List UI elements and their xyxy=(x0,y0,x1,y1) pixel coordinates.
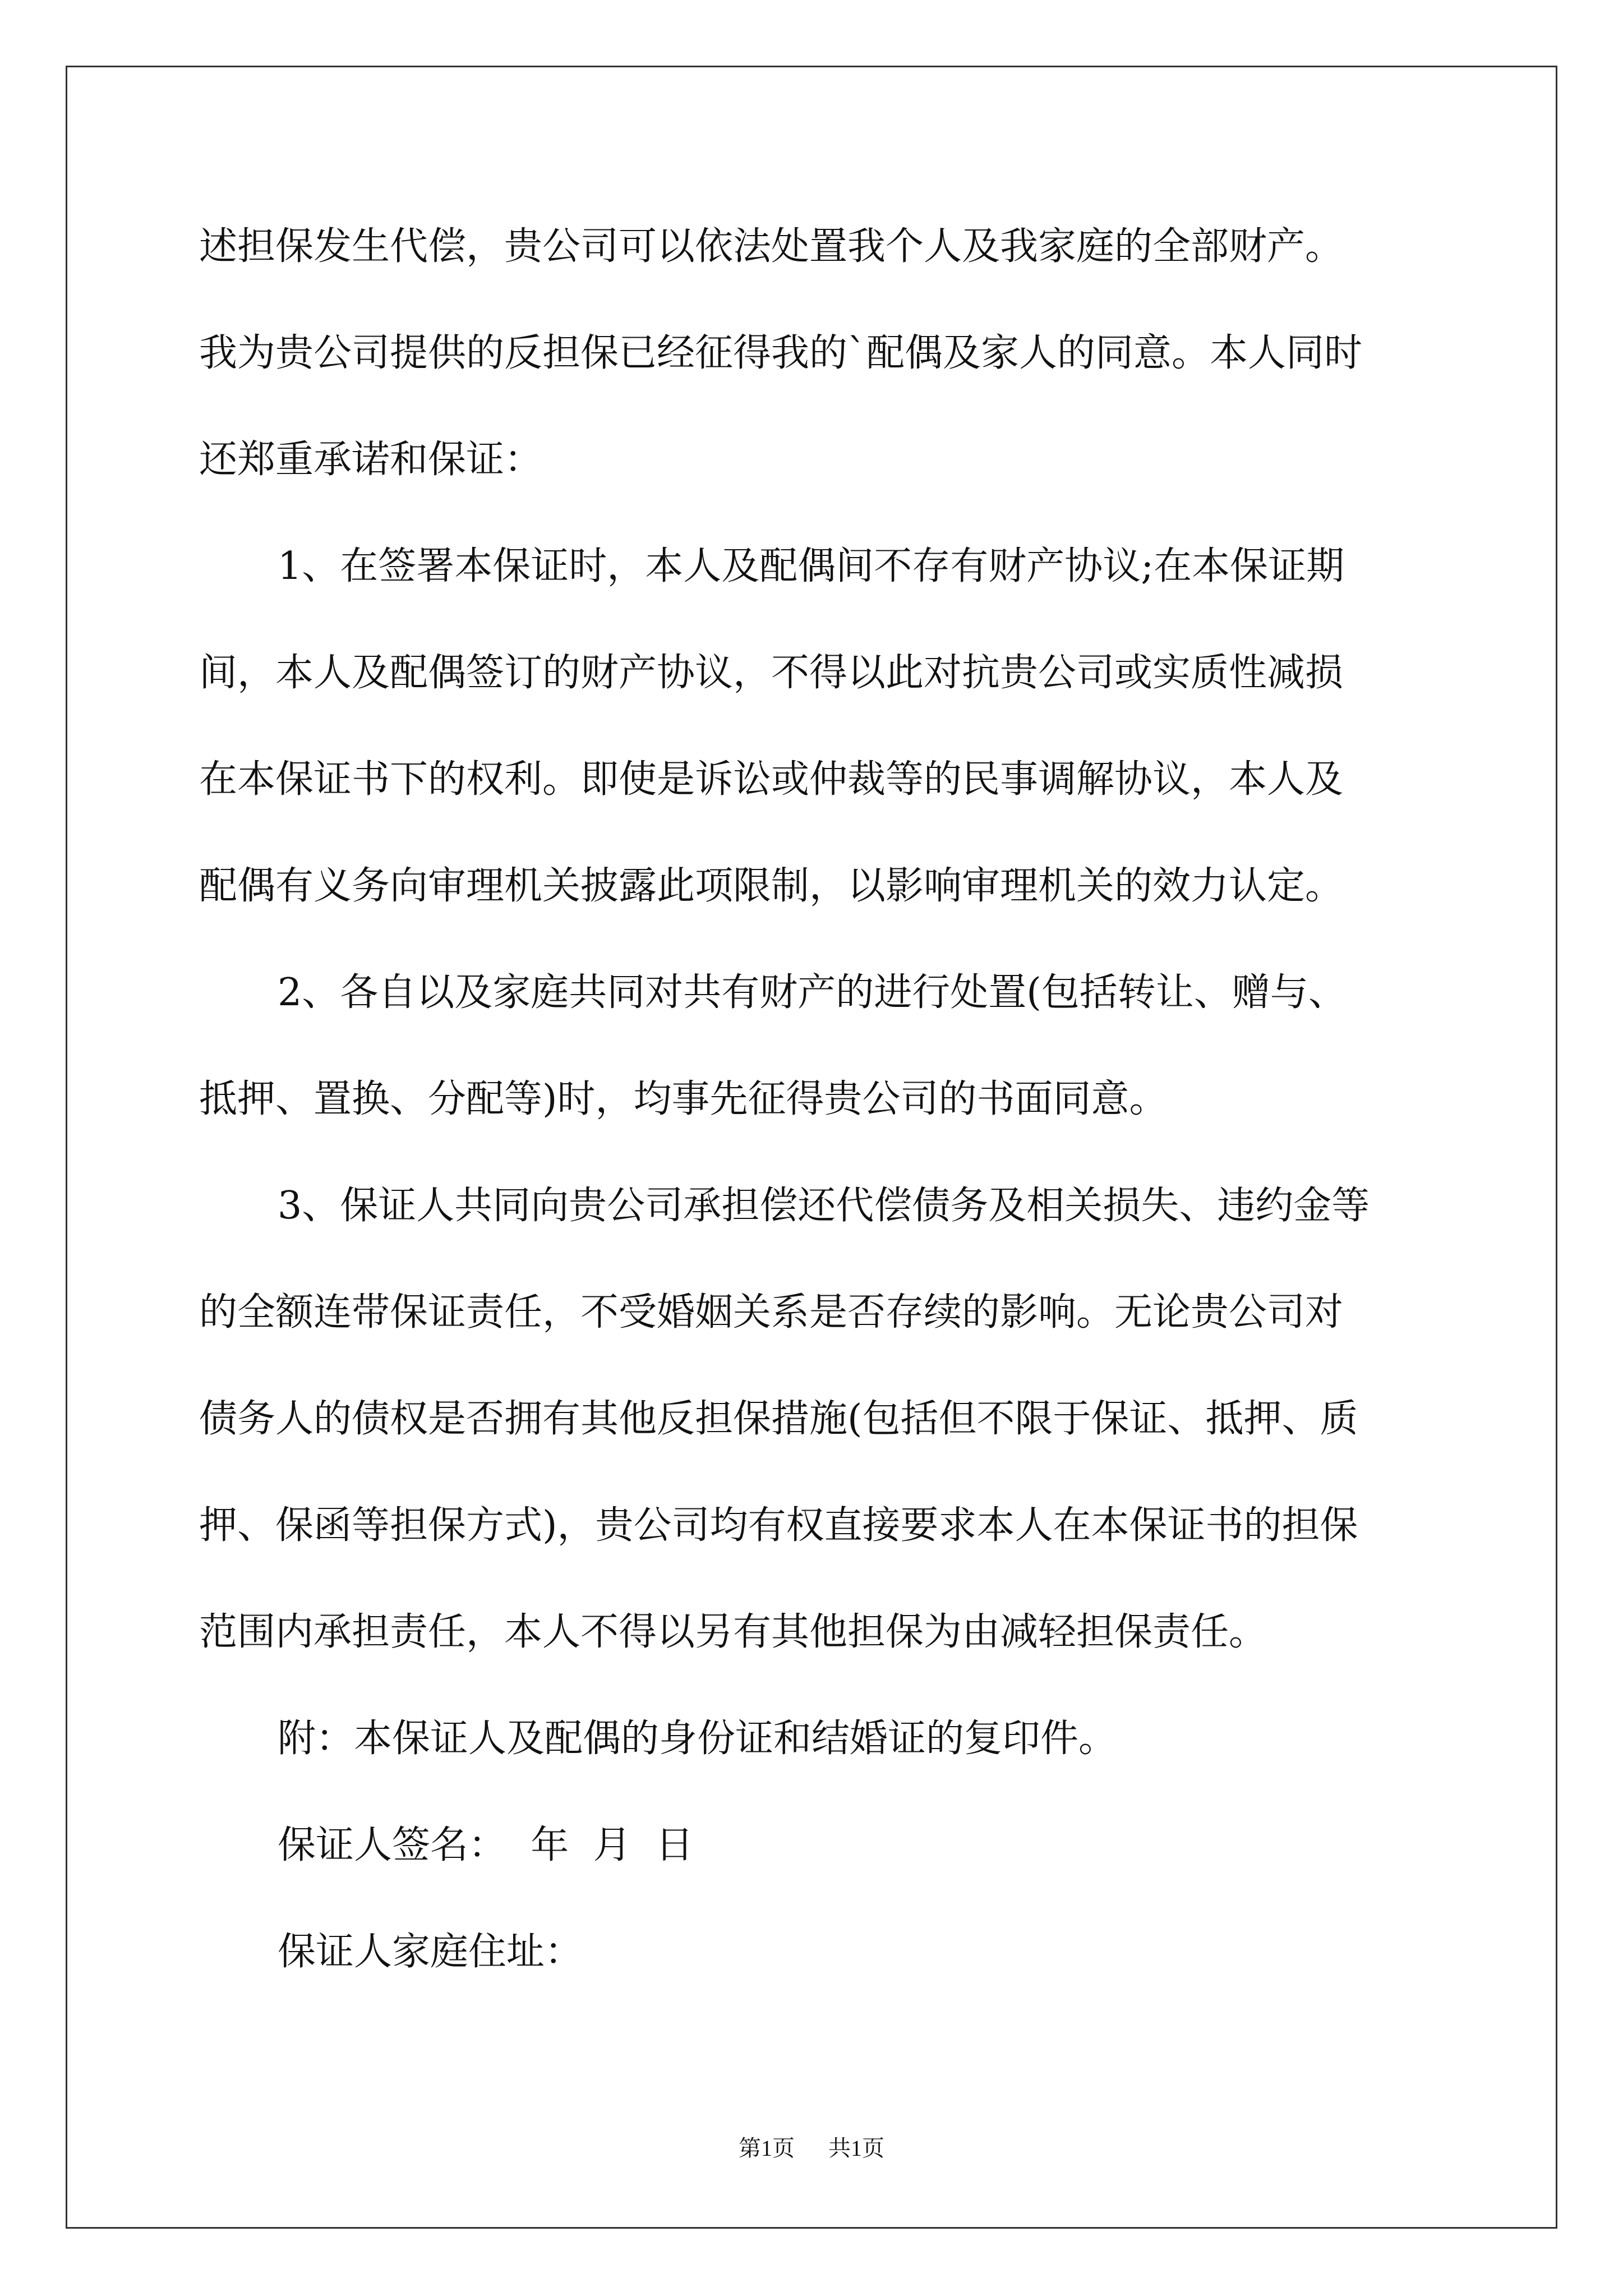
signature-line: 保证人签名： 年 月 日 xyxy=(278,1823,694,1867)
text-line: 押、保函等担保方式)，贵公司均有权直接要求本人在本保证书的担保 xyxy=(199,1503,1358,1548)
text-line: 的全额连带保证责任，不受婚姻关系是否存续的影响。无论贵公司对 xyxy=(199,1290,1344,1335)
text-line: 在本保证书下的权利。即使是诉讼或仲裁等的民事调解协议，本人及 xyxy=(199,757,1344,802)
text-line: 间，本人及配偶签订的财产协议，不得以此对抗贵公司或实质性减损 xyxy=(199,651,1344,695)
page-number: 第1页 xyxy=(739,2136,795,2161)
text-line: 债务人的债权是否拥有其他反担保措施(包括但不限于保证、抵押、质 xyxy=(199,1397,1358,1441)
clause-2-line: 2、各自以及家庭共同对共有财产的进行处置(包括转让、赠与、 xyxy=(278,970,1347,1015)
text-line: 述担保发生代偿，贵公司可以依法处置我个人及我家庭的全部财产。 xyxy=(199,224,1344,269)
attachment-note: 附：本保证人及配偶的身份证和结婚证的复印件。 xyxy=(278,1717,1117,1761)
page-footer xyxy=(0,2132,1623,2165)
document-body xyxy=(199,213,1422,2025)
clause-3-line: 3、保证人共同向贵公司承担偿还代偿债务及相关损失、违约金等 xyxy=(278,1184,1370,1228)
text-line: 范围内承担责任，本人不得以另有其他担保为由减轻担保责任。 xyxy=(199,1610,1267,1654)
text-line: 配偶有义务向审理机关披露此项限制，以影响审理机关的效力认定。 xyxy=(199,864,1344,908)
text-line: 还郑重承诺和保证： xyxy=(199,438,543,482)
address-line: 保证人家庭住址： xyxy=(278,1930,583,1974)
clause-1-line: 1、在签署本保证时，本人及配偶间不存有财产协议;在本保证期 xyxy=(278,544,1345,588)
text-line: 我为贵公司提供的反担保已经征得我的`配偶及家人的同意。本人同时 xyxy=(199,331,1363,375)
text-line: 抵押、置换、分配等)时，均事先征得贵公司的书面同意。 xyxy=(199,1077,1168,1121)
total-pages: 共1页 xyxy=(828,2136,884,2161)
